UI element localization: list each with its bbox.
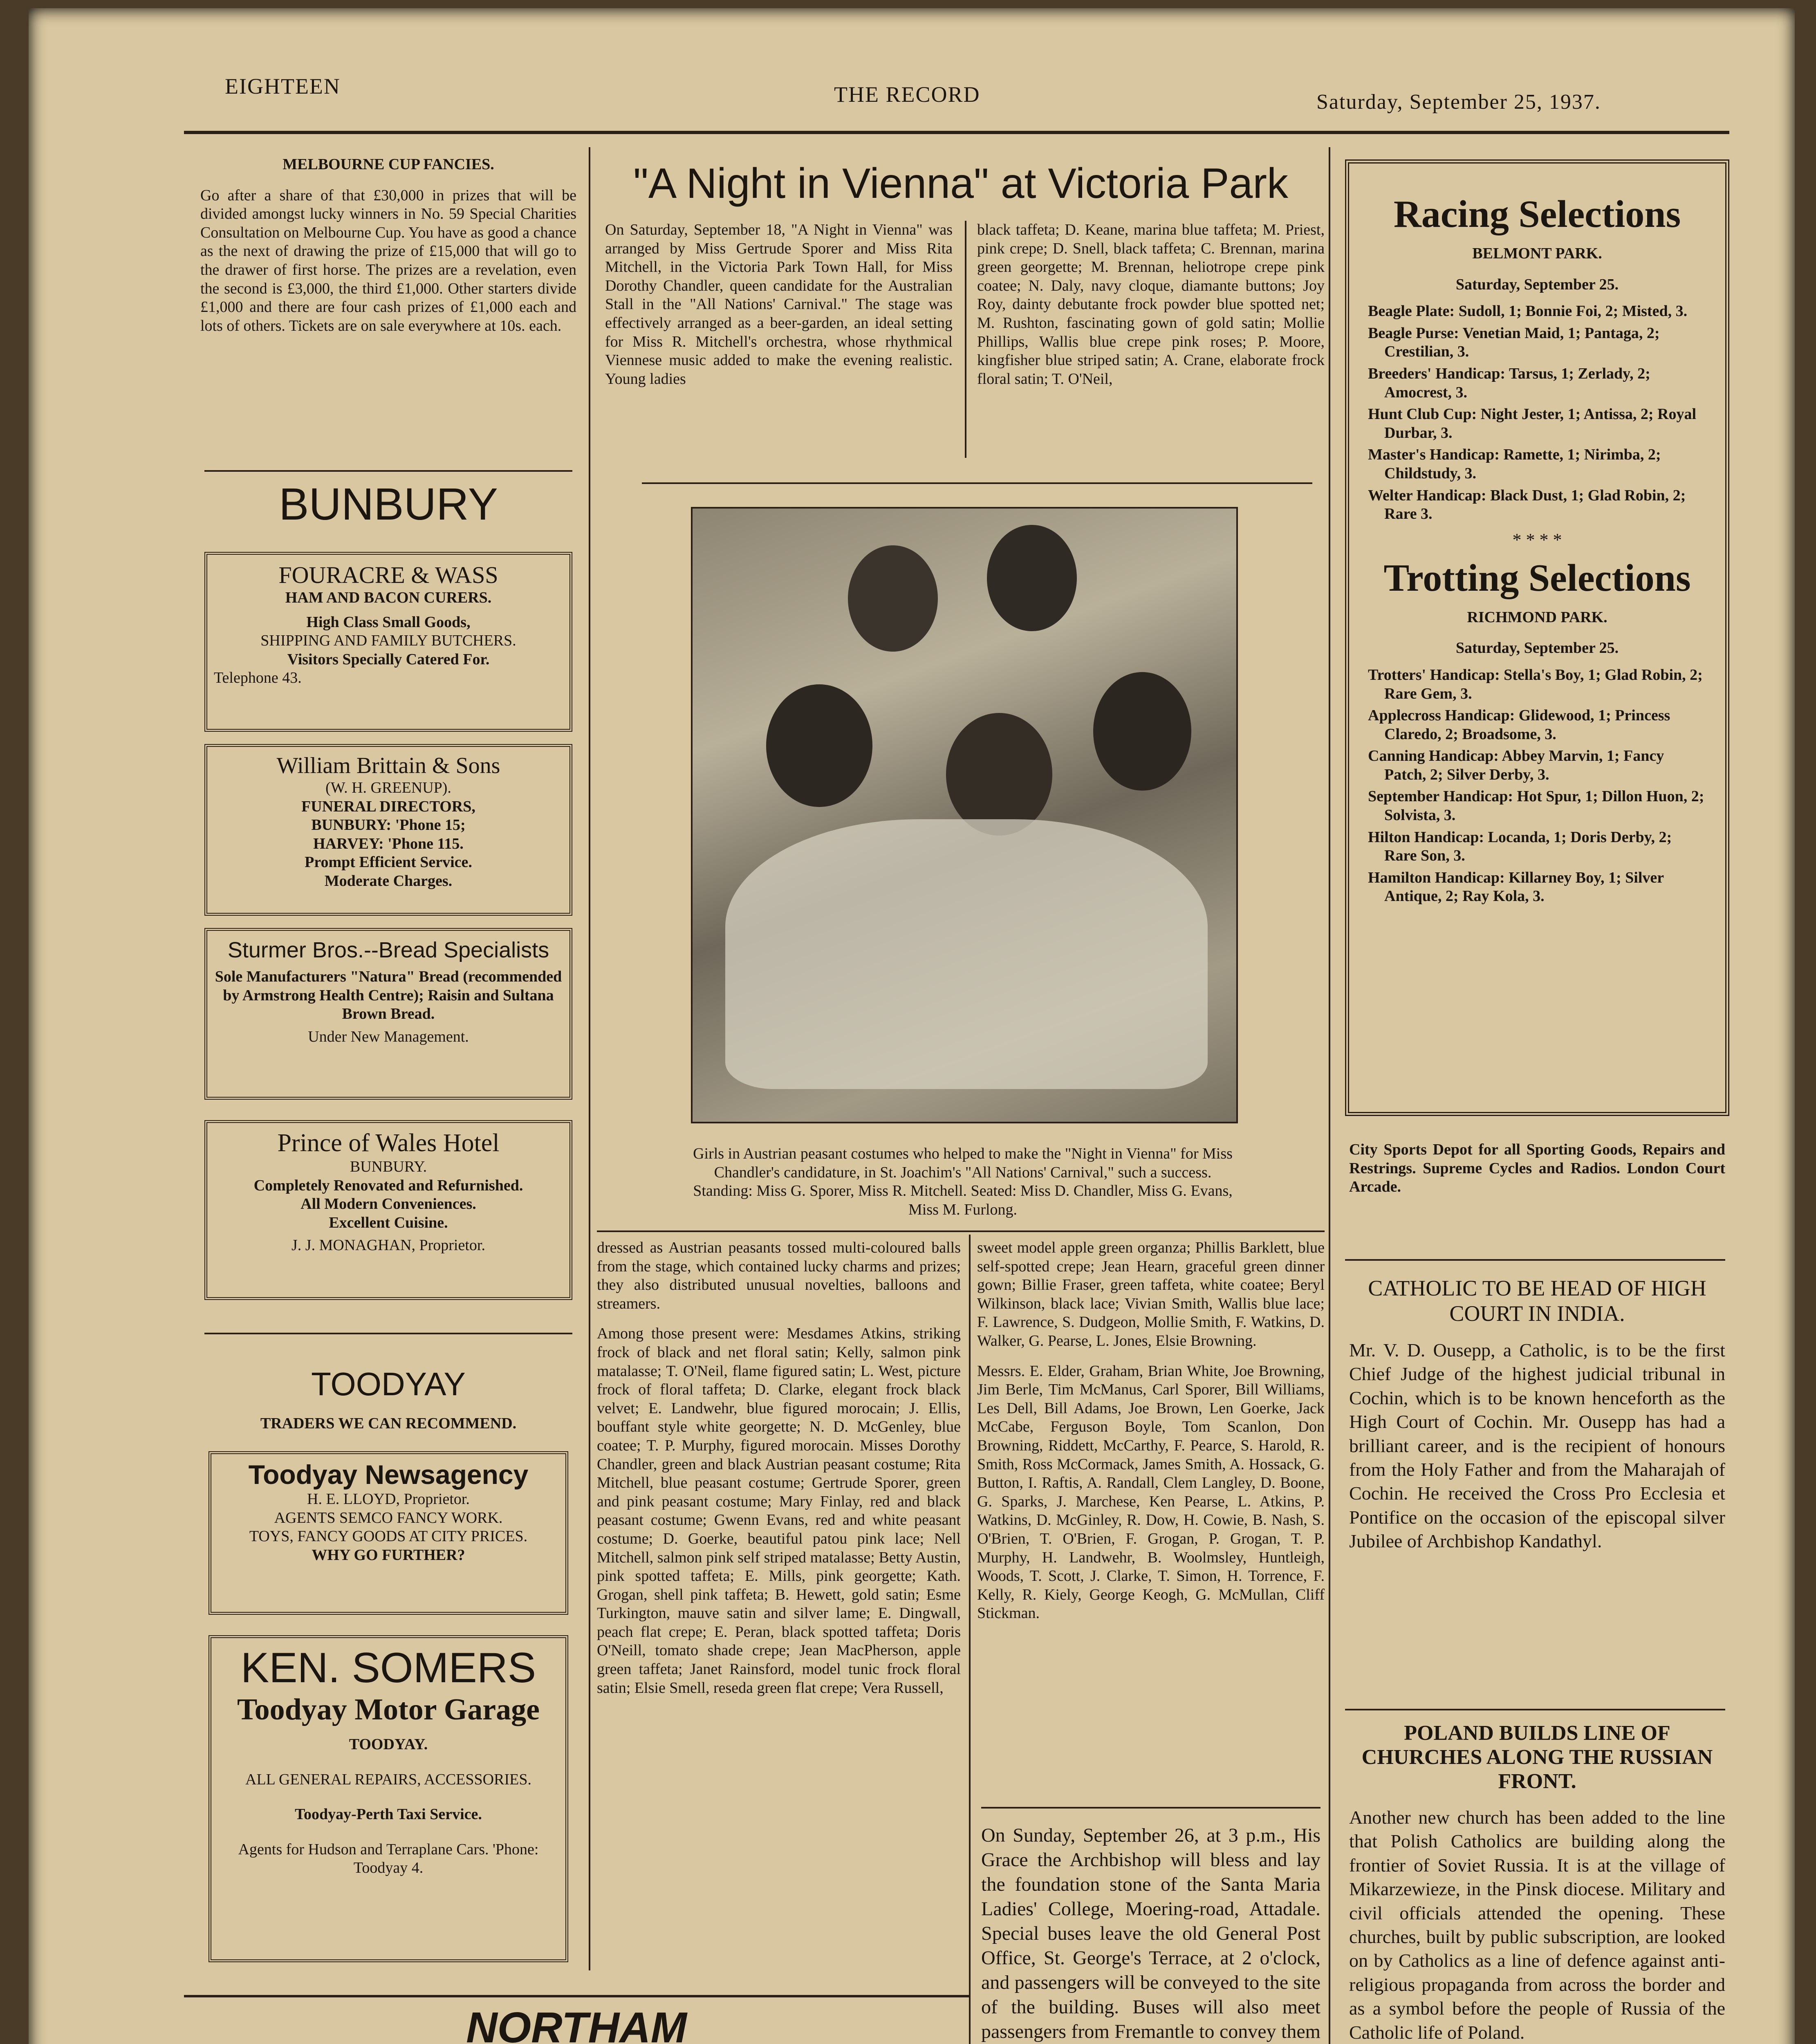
ad-line: WHY GO FURTHER? [312,1546,465,1564]
racing-place: BELMONT PARK. [1472,245,1602,262]
ad-line: Telephone 43. [214,669,302,687]
ad-name: KEN. SOMERS [240,1644,536,1692]
ad-name: William Brittain & Sons [276,753,500,778]
ad-line: High Class Small Goods, [306,613,471,631]
poland-article [1349,1721,1725,2044]
ad-line: Under New Management. [308,1028,469,1045]
selection-item: Breeders' Handicap: Tarsus, 1; Zerlady, 2; Amocrest, 3. [1368,365,1650,401]
ad-line: Sole Manufacturers "Natura" Bread (recommended by Armstrong Health Centre); Raisin and Sultana Brown Bread. [215,968,562,1023]
page-number: EIGHTEEN [225,74,341,99]
divider [1345,1709,1725,1710]
melbourne-article [200,155,576,347]
ad-line: FUNERAL DIRECTORS, [301,798,475,815]
bunbury-title: BUNBURY [279,479,498,529]
toodyay-sub: TRADERS WE CAN RECOMMEND. [260,1415,517,1432]
racing-title: Racing Selections [1393,193,1681,235]
selection-item: Beagle Purse: Venetian Maid, 1; Pantaga, 2; Crestilian, 3. [1368,324,1660,361]
selection-item: Master's Handicap: Ramette, 1; Nirimba, 2; Childstudy, 3. [1368,446,1661,482]
ad-name: FOURACRE & WASS [278,562,498,588]
photo-figure [848,545,938,652]
masthead: THE RECORD [834,82,980,107]
racing-list [1368,302,1706,524]
ad-line: HARVEY: 'Phone 115. [313,835,464,852]
racing-date: Saturday, September 25. [1455,276,1619,293]
trotting-date: Saturday, September 25. [1455,639,1619,657]
divider [1345,1259,1725,1261]
article-text: On Sunday, September 26, at 3 p.m., His Grace the Archbishop will bless and lay the foundation stone of the Santa Maria Ladies' College, Moering-road, Attadale. Special buses leave the old General Post Office, St. George's Terrace, at 2 o'clock, and passengers will be conveyed to the site of the building. Buses will also meet passengers from Fremantle to convey them [981,1824,1321,2042]
selection-item: Trotters' Handicap: Stella's Boy, 1; Glad Robin, 2; Rare Gem, 3. [1368,666,1703,702]
divider [184,1995,969,1997]
ad-name: Sturmer Bros.--Bread Specialists [227,938,549,962]
ad-line: BUNBURY. [350,1158,427,1175]
photo-skirts [725,819,1208,1089]
ad-line: SHIPPING AND FAMILY BUTCHERS. [260,632,516,650]
racing-trotting-box [1345,159,1729,1116]
ad-line: J. J. MONAGHAN, Proprietor. [291,1237,485,1254]
selection-item: Canning Handicap: Abbey Marvin, 1; Fancy Patch, 2; Silver Derby, 3. [1368,747,1664,783]
newspaper-page [29,8,1795,2044]
vienna-col2 [977,221,1325,400]
ad-fouracre [204,552,572,732]
article-text: On Saturday, September 18, "A Night in Vienna" was arranged by Miss Gertrude Sporer and Miss Rita Mitchell, in the Victoria Park Town Hall, for Miss Dorothy Chandler, queen candidate for the Australian Stall in the "All Nations' Carnival." The stage was effectively arranged as a beer-garden, an ideal setting for Miss R. Mitchell's orchestra, whose rhythmical Viennese music added to make the evening realistic. Young ladies [605,221,953,388]
ad-line: TOYS, FANCY GOODS AT CITY PRICES. [249,1528,528,1545]
trotting-list [1368,666,1706,906]
melbourne-text: Go after a share of that £30,000 in prizes that will be divided amongst lucky winners in No. 59 Special Charities Consultation on Melbourne Cup. You have as good a chance as the next of drawing the prize of £15,000 that will go to the drawer of first horse. The prizes are a revelation, even the second is £3,000, the third £1,000. Other starters divide £1,000 and there are four cash prizes of £1,000 each and lots of others. Tickets are on sale everywhere at 10s. each. [200,186,576,334]
divider [204,470,572,472]
article-text: Among those present were: Mesdames Atkins, striking frock of black and net floral satin; Kelly, salmon pink matalasse; T. O'Neil, flame figured satin; L. West, picture frock of floral taffeta; D. Clarke, elegant frock black velvet; E. Landwehr, blue figured morocain; J. Ellis, bouffant style white georgette; N. D. McGenley, blue coatee; T. P. Murphy, figured morocain. Misses Dorothy Chandler, green and black Austrian peasant costume; Rita Mitchell, blue peasant costume; Gertrude Sporer, green and pink peasant costume; Mary Finlay, red and black peasant costume; Gwenn Evans, red and white peasant costume; D. Goerke, beautiful patou pink lace; Nell Mitchell, salmon pink self striped matalasse; Betty Austin, pink spotted taffeta; E. Mills, pink georgette; Kath. Grogan, shell pink taffeta; B. Hewett, gold satin; Esme Turkington, mauve satin and silver lame; E. Dingwall, peach flat crepe; E. Peran, black spotted taffeta; Doris O'Neill, tomato shade crepe; Jean MacPherson, apple green taffeta; Janet Rainsford, model tunic frock floral satin; Elsie Smell, reseda green flat crepe; Vera Russell, [597,1325,961,1697]
trotting-place: RICHMOND PARK. [1467,608,1607,626]
divider [597,1230,1325,1232]
city-sports-ad: City Sports Depot for all Sporting Goods, Repairs and Restrings. Supreme Cycles and Radios. London Court Arcade. [1349,1141,1725,1196]
ad-line: TOODYAY. [349,1736,428,1753]
ad-line: Toodyay-Perth Taxi Service. [295,1806,482,1823]
ad-line: Completely Renovated and Refurnished. [253,1177,523,1194]
ad-line: Prompt Efficient Service. [305,854,472,871]
vienna-col3 [597,1239,961,1709]
ad-line: HAM AND BACON CURERS. [285,589,492,606]
photo-figure [987,525,1077,631]
article-text: Another new church has been added to the line that Polish Catholics are building along the frontier of Soviet Russia. It is at the village of Mikarzewieze, in the Pinsk diocese. Military and civil officials attended the opening. These churches, built by public subscription, are looked on by Catholics as a line of defence against anti-religious propaganda from across the border and as a symbol before the people of Russia of the Catholic life of Poland. [1349,1807,1725,2043]
melbourne-title: MELBOURNE CUP FANCIES. [282,156,494,173]
article-text: dressed as Austrian peasants tossed multi-coloured balls from the stage, which contained lucky charms and prizes; they also distributed unusual novelties, balloons and streamers. [597,1239,961,1312]
column-rule [965,221,966,458]
ad-line: Agents for Hudson and Terraplane Cars. 'Phone: Toodyay 4. [238,1840,539,1877]
photo-figure [766,684,872,807]
ad-line: H. E. LLOYD, Proprietor. [307,1490,470,1508]
ad-line: AGENTS SEMCO FANCY WORK. [274,1509,503,1526]
santa-maria-article [981,1823,1321,2044]
ad-line: Moderate Charges. [324,872,453,890]
photo-figure [946,713,1052,836]
peasant-costume-photo [691,507,1238,1123]
issue-date: Saturday, September 25, 1937. [1316,90,1601,114]
divider [642,482,1312,484]
separator-stars: * * * * [1512,529,1562,550]
selection-item: Welter Handicap: Black Dust, 1; Glad Robin, 2; Rare 3. [1368,486,1686,523]
article-text: Messrs. E. Elder, Graham, Brian White, Joe Browning, Jim Berle, Tim McManus, Carl Sporer, Bill Williams, Les Dell, Bill Adams, Joe Brown, Len Goerke, Jack McCabe, Ferguson Boyle, Tom Scanlon, Don Browning, Riddett, McCarthy, F. Pearce, S. Harold, R. Smith, Ross McCormack, James Smith, A. Hossack, G. Button, I. Raftis, A. Randall, Clem Langley, D. Boone, G. Sparks, J. Marchese, Ken Pearse, L. Atkins, P. Watkins, D. McGinley, R. Dow, H. Cowie, B. Nash, S. O'Brien, T. O'Brien, F. Grogan, P. Grogan, T. P. Murphy, H. Landwehr, B. Woolmsley, Huntleigh, Woods, T. Scott, J. Clarke, T. Simon, H. Torrence, F. Kelly, R. Kiely, George Keogh, G. McMullan, Cliff Stickman. [977,1362,1325,1622]
selection-item: Applecross Handicap: Glidewood, 1; Princess Claredo, 2; Broadsome, 3. [1368,707,1670,743]
vienna-title: "A Night in Vienna" at Victoria Park [633,160,1288,207]
article-text: black taffeta; D. Keane, marina blue taffeta; M. Priest, pink crepe; D. Snell, black taffeta; C. Brennan, marina green georgette; M. Brennan, heliotrope crepe pink coatee; N. Daly, navy cloque, diamante buttons; Joy Roy, dainty debutante frock powder blue spotted net; M. Rushton, fascinating gown of gold satin; Mollie Phillips, Wallis blue crepe pink roses; P. Moore, kingfisher blue striped satin; A. Crane, elaborate frock floral satin; T. O'Neil, [977,221,1325,388]
catholic-article [1349,1275,1725,1565]
catholic-title: CATHOLIC TO BE HEAD OF HIGH COURT IN INDIA. [1368,1276,1706,1326]
article-text: Mr. V. D. Ousepp, a Catholic, is to be the first Chief Judge of the highest judicial tribunal in Cochin, which is to be known henceforth as the High Court of Cochin. Mr. Ousepp has had a brilliant career, and is the recipient of honours from the Holy Father and from the Maharajah of Cochin. He received the Cross Pro Ecclesia et Pontifice on the occasion of the episcopal silver Jubilee of Archbishop Kandathyl. [1349,1340,1725,1552]
column-rule [589,147,590,1970]
ad-name: Toodyay Newsagency [248,1459,529,1490]
vienna-col4 [977,1239,1325,1634]
toodyay-title: TOODYAY [311,1366,466,1402]
ad-brittain [204,744,572,916]
ad-line: Excellent Cuisine. [329,1214,448,1231]
selection-item: Hamilton Handicap: Killarney Boy, 1; Silver Antique, 2; Ray Kola, 3. [1368,869,1664,905]
trotting-title: Trotting Selections [1383,556,1691,599]
ad-line: Visitors Specially Catered For. [287,650,490,668]
divider [981,1807,1321,1809]
header-rule [184,131,1729,134]
ad-prince-of-wales [204,1120,572,1300]
article-text: sweet model apple green organza; Phillis Barklett, blue self-spotted crepe; Jean Hearn, graceful green dinner gown; Billie Fraser, green taffeta, white coatee; Beryl Wilkinson, black lace; Vivian Smith, Wallis blue lace; F. Lawrence, S. Dudgeon, Mollie Smith, F. Watkins, D. Walker, G. Pearse, L. Jones, Elsie Browning. [977,1239,1325,1349]
ad-line: Toodyay Motor Garage [237,1693,540,1726]
ad-line: All Modern Conveniences. [300,1195,476,1213]
ad-ken-somers [209,1635,568,1962]
ad-name: Prince of Wales Hotel [277,1129,500,1157]
ad-line: ALL GENERAL REPAIRS, ACCESSORIES. [245,1771,531,1788]
selection-item: Hunt Club Cup: Night Jester, 1; Antissa, 2; Royal Durbar, 3. [1368,406,1697,442]
selection-item: Hilton Handicap: Locanda, 1; Doris Derby, 2; Rare Son, 3. [1368,828,1672,865]
ad-toodyay-newsagency [209,1451,568,1615]
selection-item: September Handicap: Hot Spur, 1; Dillon Huon, 2; Solvista, 3. [1368,788,1704,824]
northam-title: NORTHAM [466,2004,687,2044]
poland-title: POLAND BUILDS LINE OF CHURCHES ALONG THE RUSSIAN FRONT. [1361,1721,1713,1793]
column-rule [1329,147,1330,2044]
ad-line: BUNBURY: 'Phone 15; [311,816,466,834]
divider [204,1333,572,1334]
photo-figure [1093,672,1191,791]
ad-sturmer [204,928,572,1100]
photo-caption: Girls in Austrian peasant costumes who helped to make the "Night in Vienna" for Miss Chandler's candidature, in St. Joachim's "All Nations' Carnival," such a success. Standing: Miss G. Sporer, Miss R. Mitchell. Seated: Miss D. Chandler, Miss G. Evans, Miss M. Furlong. [693,1145,1233,1218]
selection-item: Beagle Plate: Sudoll, 1; Bonnie Foi, 2; Misted, 3. [1368,303,1688,320]
column-rule [969,1235,971,2044]
ad-line: (W. H. GREENUP). [325,779,451,796]
vienna-col1 [605,221,953,400]
